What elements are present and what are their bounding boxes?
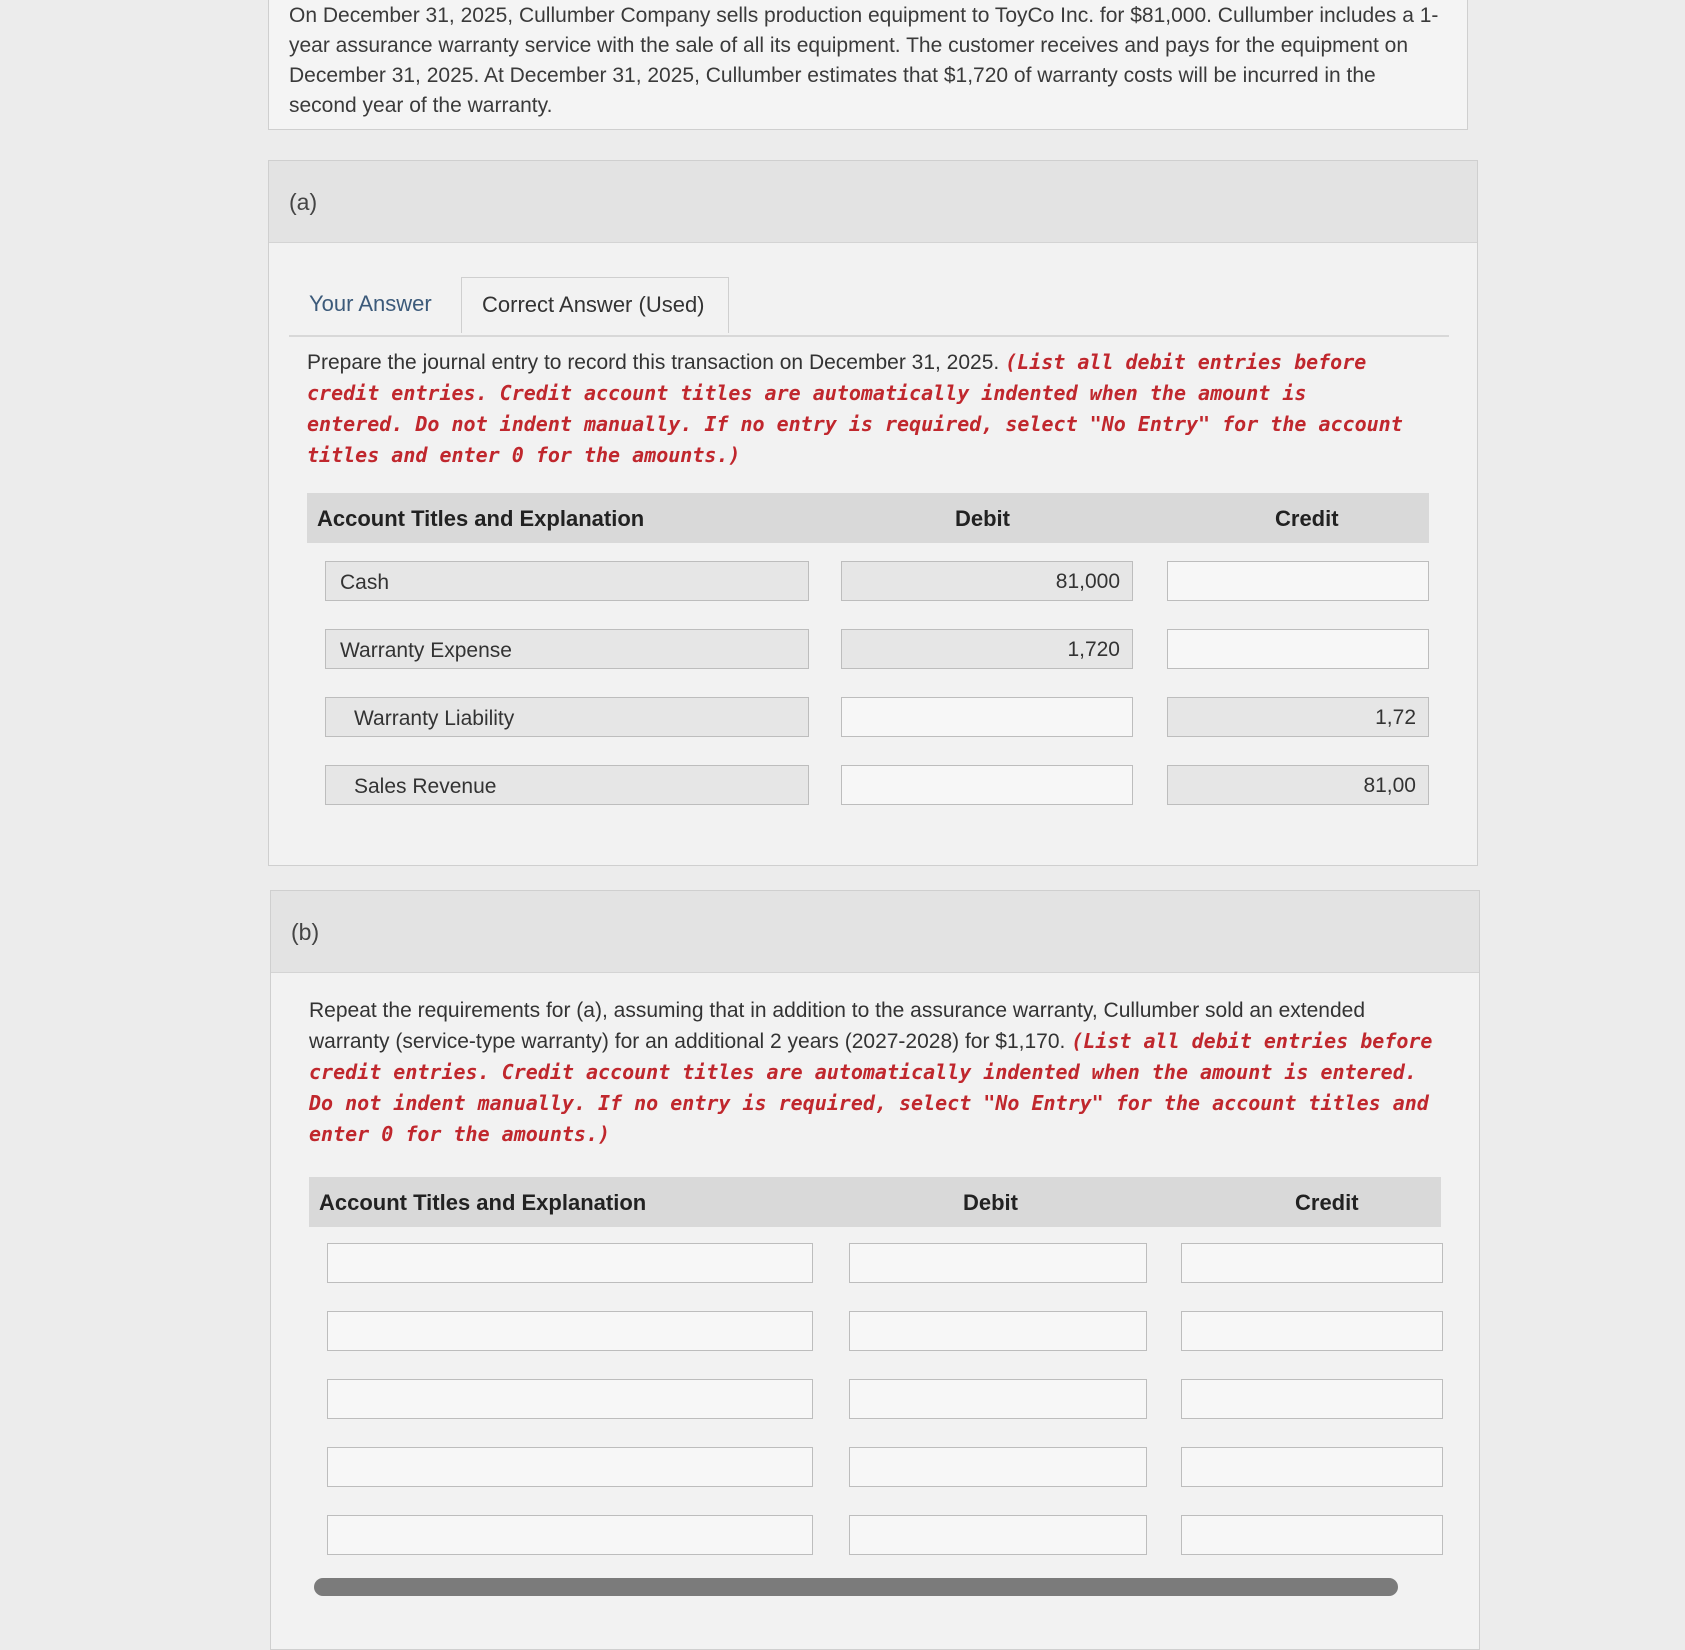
debit-field[interactable]: 81,000	[841, 561, 1133, 601]
account-field[interactable]: Cash	[325, 561, 809, 601]
part-b-label: (b)	[291, 919, 320, 945]
credit-field[interactable]	[1167, 561, 1429, 601]
debit-field[interactable]	[841, 697, 1133, 737]
part-b-header	[271, 891, 1479, 973]
part-a-table-header	[307, 493, 1429, 543]
part-b-table-header	[309, 1177, 1441, 1227]
header-debit: Debit	[955, 506, 1010, 531]
part-a-instructions	[307, 347, 1407, 471]
part-b-instruction-note: (List all debit entries before credit entries. Credit account titles are automatically indented when the amount is entered. Do not indent manually. If no entry is required, select "No Entry" for the account titles and enter 0 for the amounts.)	[309, 1029, 1433, 1146]
part-b-panel	[270, 890, 1480, 1650]
part-b-instruction-text: Repeat the requirements for (a), assuming that in addition to the assurance warranty, Cullumber sold an extended warranty (service-type warranty) for an additional 2 years (2027-2028) for $1,170.	[309, 999, 1366, 1053]
account-field[interactable]	[327, 1243, 813, 1283]
tab-correct-answer[interactable]: Correct Answer (Used)	[461, 277, 729, 333]
debit-field[interactable]: 1,720	[841, 629, 1133, 669]
horizontal-scrollbar[interactable]	[314, 1578, 1398, 1596]
account-field[interactable]: Warranty Expense	[325, 629, 809, 669]
header-account: Account Titles and Explanation	[317, 506, 645, 531]
credit-field[interactable]	[1167, 629, 1429, 669]
debit-field[interactable]	[849, 1515, 1147, 1555]
credit-field[interactable]	[1181, 1515, 1443, 1555]
header-debit: Debit	[963, 1190, 1018, 1215]
part-b-instructions	[309, 995, 1433, 1150]
account-field[interactable]	[327, 1311, 813, 1351]
debit-field[interactable]	[849, 1379, 1147, 1419]
part-a-label: (a)	[289, 189, 318, 215]
answer-tabs	[289, 277, 1449, 337]
header-credit: Credit	[1295, 1190, 1359, 1215]
credit-field[interactable]: 1,72	[1167, 697, 1429, 737]
credit-field[interactable]	[1181, 1447, 1443, 1487]
problem-statement	[268, 0, 1468, 130]
tab-your-answer[interactable]: Your Answer	[309, 291, 432, 316]
debit-field[interactable]	[849, 1447, 1147, 1487]
credit-field[interactable]	[1181, 1379, 1443, 1419]
part-a-instruction-note: (List all debit entries before credit entries. Credit account titles are automatically indented when the amount is entered. Do not indent manually. If no entry is required, select "No Entry" for the account titles and enter 0 for the amounts.)	[307, 350, 1403, 467]
account-field[interactable]	[327, 1515, 813, 1555]
account-field[interactable]	[327, 1447, 813, 1487]
part-a-panel	[268, 160, 1478, 866]
part-a-header	[269, 161, 1477, 243]
account-field[interactable]: Warranty Liability	[325, 697, 809, 737]
account-field[interactable]: Sales Revenue	[325, 765, 809, 805]
credit-field[interactable]	[1181, 1311, 1443, 1351]
debit-field[interactable]	[849, 1243, 1147, 1283]
credit-field[interactable]: 81,00	[1167, 765, 1429, 805]
account-field[interactable]	[327, 1379, 813, 1419]
header-credit: Credit	[1275, 506, 1339, 531]
credit-field[interactable]	[1181, 1243, 1443, 1283]
part-a-instruction-text: Prepare the journal entry to record this transaction on December 31, 2025.	[307, 351, 1000, 374]
problem-text: On December 31, 2025, Cullumber Company sells production equipment to ToyCo Inc. for $81,000. Cullumber includes a 1-year assurance warranty service with the sale of all its equipment. The customer receives and pays for the equipment on December 31, 2025. At December 31, 2025, Cullumber estimates that $1,720 of warranty costs will be incurred in the second year of the warranty.	[289, 4, 1439, 117]
header-account: Account Titles and Explanation	[319, 1190, 647, 1215]
debit-field[interactable]	[849, 1311, 1147, 1351]
debit-field[interactable]	[841, 765, 1133, 805]
